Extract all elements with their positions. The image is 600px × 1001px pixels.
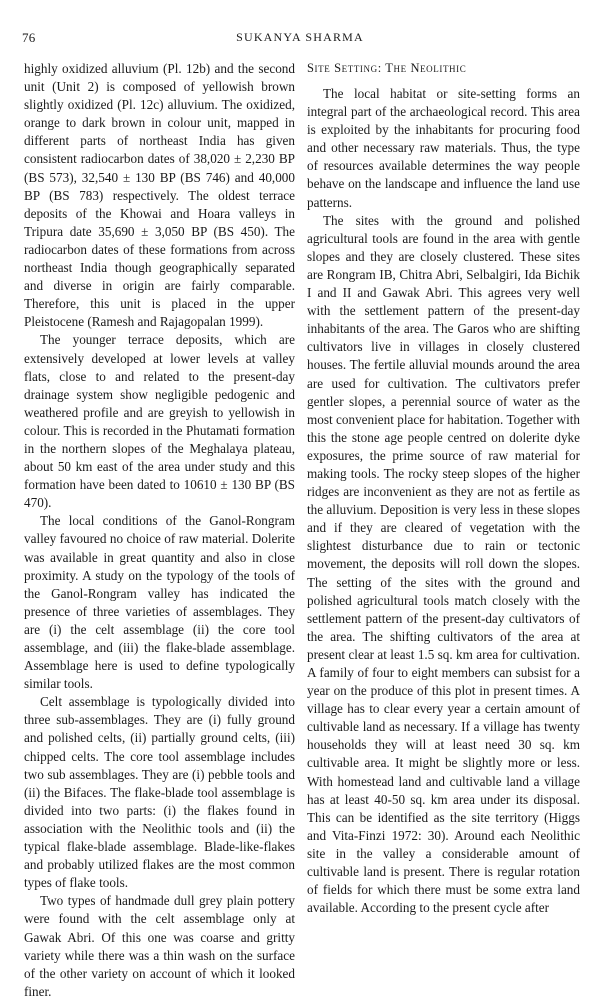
page-number: 76 bbox=[22, 30, 36, 45]
right-column bbox=[307, 60, 580, 917]
paragraph: highly oxidized alluvium (Pl. 12b) and the second unit (Unit 2) is composed of yellowish brown slightly oxidized (Pl. 12c) alluvium. The oxidized, orange to dark brown in colour unit, mapped in different parts of northeast India has given consistent radiocarbon dates of 38,020 ± 2,230 BP (BS 573), 32,540 ± 130 BP (BS 746) and 40,000 BP (BS 783) respectively. The oldest terrace deposits of the Khowai and Hoara valleys in Tripura date 35,690 ± 3,050 BP (BS 450). The radiocarbon dates of these formations from across northeast India though geographically separated and diverse in origin are fairly comparable. Therefore, this unit is placed in the upper Pleistocene (Ramesh and Rajagopalan 1999). bbox=[24, 61, 295, 330]
paragraph: The sites with the ground and polished agricultural tools are found in the area with gentle slopes and they are closely clustered. These sites are Rongram IB, Chitra Abri, Selbalgiri, Ida Bichik I and II and Gawak Abri. This agrees very well with the settlement pattern of the present-day inhabitants of the area. The Garos who are shifting cultivators live in villages in closely clustered houses. The fertile alluvial mounds around the area are used for cultivation. The cultivators prefer gentler slopes, a perennial source of water as the most convenient place for habitation. Together with this the stone age people centred on dolerite dyke exposures, the prime source of raw material for making tools. The rocky steep slopes of the higher ridges are inconvenient as they are not as fertile as the alluvium. Deposition is very less in these slopes and if they are cleared of vegetation with the slightest disturbance due to rain or tectonic movement, the deposits will roll down the slopes. The setting of the sites with the ground and polished agricultural tools match closely with the settlement pattern of the present-day cultivators of the area. The shifting cultivators of the area at present clear at least 1.5 sq. km area for cultivation. A family of four to eight members can subsist for a year on the produce of this plot in present times. A village has to clear every year a certain amount of cultivable land as necessary. If a village has twenty households they will at least need 30 sq. km cultivable area. It might be slightly more or less. With homestead land and cultivable land a village has at least 40-50 sq. km area under its disposal. This can be identified as the site territory (Higgs and Vita-Finzi 1972: 30). Around each Neolithic site in the valley a considerable amount of cultivable land is present. There is regular rotation of fields for which there must be some extra land available. According to the present cycle after bbox=[307, 212, 580, 916]
paragraph: Celt assemblage is typologically divided into three sub-assemblages. They are (i) fully ground and polished celts, (ii) partially ground celts, (iii) chipped celts. The core tool assemblage includes two sub assemblages. They are (i) pebble tools and (ii) the Bifaces. The flake-blade tool assemblage is divided into two parts: (i) the flakes found in association with the Neolithic tools and (ii) the typical flake-blade assemblage. Blade-like-flakes and probably utilized flakes are the most common types of flake tools. bbox=[24, 694, 295, 891]
paragraph: The local conditions of the Ganol-Rongram valley favoured no choice of raw material. Dolerite was available in great quantity and also in close proximity. A study on the typology of the tools of the Ganol-Rongram valley has indicated the presence of three varieties of assemblages. They are (i) the celt assemblage (ii) the core tool assemblage, and (iii) the flake-blade assemblage. Assemblage here is used to define typologically similar tools. bbox=[24, 513, 295, 692]
paragraph: Two types of handmade dull grey plain pottery were found with the celt assemblage only at Gawak Abri. Of this one was coarse and gritty variety while there was a thin wash on the surface of the other variety on account of which it looked finer. bbox=[24, 893, 295, 999]
paragraph: The younger terrace deposits, which are extensively developed at lower levels at valley flats, close to and related to the present-day drainage system show negligible pedogenic and weathered profile and are greyish to yellowish in colour. This is recorded in the Phutamati formation in the northern slopes of the Meghalaya plateau, about 50 km east of the area under study and this formation have been dated to 10610 ± 130 BP (BS 470). bbox=[24, 332, 295, 511]
section-heading: Site Setting: The Neolithic bbox=[307, 61, 467, 75]
left-column bbox=[24, 60, 295, 1001]
page-header bbox=[22, 30, 578, 46]
paragraph: The local habitat or site-setting forms an integral part of the archaeological record. This area is exploited by the inhabitants for procuring food and other necessary raw materials. Thus, the type of resources available determines the way people behave on the landscape and influence the land use patterns. bbox=[307, 86, 580, 210]
running-head: SUKANYA SHARMA bbox=[236, 30, 364, 44]
